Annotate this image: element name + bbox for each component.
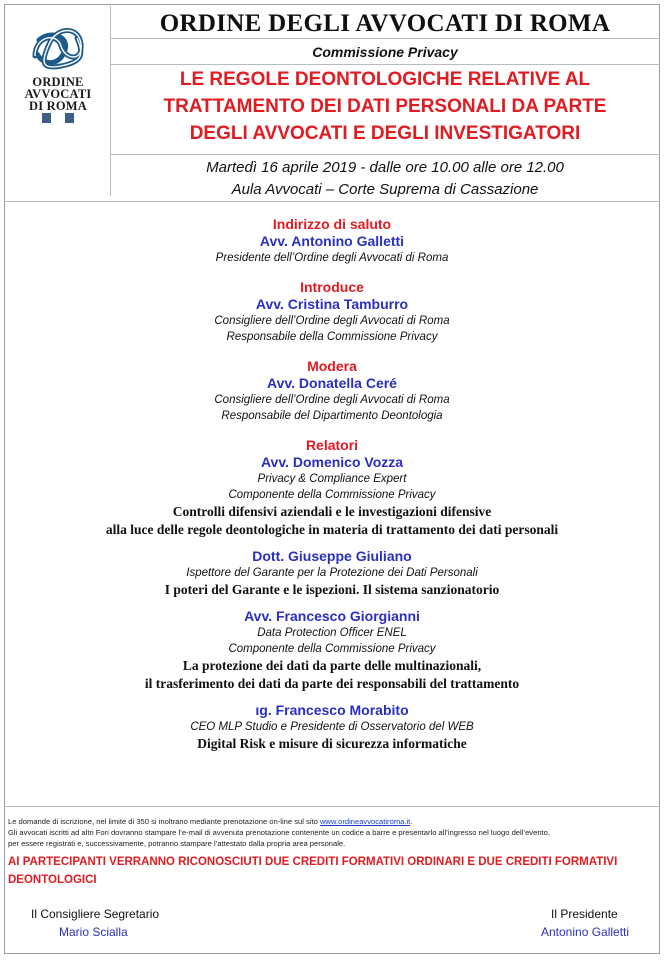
header-divider-2 [110,64,660,65]
speaker-talk: il trasferimento dei dati da parte dei responsabili del trattamento [144,676,520,691]
speaker-name: Avv. Domenico Vozza [260,454,404,470]
logo-line-1: ORDINE [32,75,84,89]
website-link[interactable]: www.ordineavvocatiroma.it [319,817,411,826]
greeting-desc: Presidente dell’Ordine degli Avvocati di Roma [215,252,449,264]
header-divider-3 [110,154,660,155]
speaker-desc: Componente della Commissione Privacy [228,489,436,501]
commission-name: Commissione Privacy [312,44,458,60]
speaker-name: Avv. Francesco Giorgianni [244,608,420,624]
speakers-role: Relatori [305,437,359,453]
registration-note-1 [8,816,658,827]
speaker-desc: Componente della Commissione Privacy [228,643,436,655]
speaker-talk: Controlli difensivi aziendali e le investigazioni difensive [172,504,492,519]
event-title-line: LE REGOLE DEONTOLOGICHE RELATIVE AL [179,69,591,90]
event-place: Aula Avvocati – Corte Suprema di Cassazione [231,181,539,198]
president-name: Antonino Galletti [541,925,630,939]
speaker-name: ıg. Francesco Morabito [255,702,409,718]
secretary-name: Mario Scialla [59,925,128,939]
event-title-line: DEGLI AVVOCATI E DEGLI INVESTIGATORI [189,123,581,144]
footer-divider [4,806,660,807]
moderator-name: Avv. Donatella Ceré [267,375,397,391]
event-title-line: TRATTAMENTO DEI DATI PERSONALI DA PARTE [163,96,607,117]
header-bottom-divider [4,201,660,202]
moderator-desc: Responsabile del Dipartimento Deontologia [221,410,443,422]
org-title: ORDINE DEGLI AVVOCATI DI ROMA [159,10,611,37]
speaker [4,548,660,599]
intro-role: Introduce [300,279,364,295]
note-text: . [410,817,413,826]
speaker-talk: La protezione dei dati da parte delle multinazionali, [182,658,482,673]
logo-line-2: AVVOCATI [24,87,92,101]
logo-text [16,76,100,112]
greeting-name: Avv. Antonino Galletti [259,233,405,249]
moderator-desc: Consigliere dell’Ordine degli Avvocati di Roma [214,394,450,406]
intro-desc: Consigliere dell’Ordine degli Avvocati di Roma [214,315,450,327]
knot-emblem-icon [27,26,89,72]
intro-name: Avv. Cristina Tamburro [255,296,409,312]
speaker [4,702,660,753]
logo-pedestal-icon [38,112,78,124]
greeting-role: Indirizzo di saluto [272,216,392,232]
secretary-title: Il Consigliere Segretario [31,907,160,921]
intro-desc: Responsabile della Commissione Privacy [226,331,438,343]
speaker-talk: I poteri del Garante e le ispezioni. Il sistema sanzionatorio [164,582,500,597]
speaker-talk: alla luce delle regole deontologiche in materia di trattamento dei dati personali [105,522,559,537]
speaker [4,608,660,693]
speaker-name: Dott. Giuseppe Giuliano [252,548,412,564]
speaker-desc: Data Protection Officer ENEL [257,627,407,639]
speaker-desc: Ispettore del Garante per la Protezione dei Dati Personali [186,567,478,579]
speaker-talk: Digital Risk e misure di sicurezza informatiche [197,736,467,751]
president-title: Il Presidente [551,907,618,921]
program [4,216,660,753]
order-logo [16,26,100,124]
header-divider-1 [110,38,660,39]
event-date: Martedì 16 aprile 2019 - dalle ore 10.00 alle ore 12.00 [206,159,564,176]
registration-notes [8,816,658,849]
speaker [4,454,660,539]
moderator-role: Modera [307,358,357,374]
registration-note-3: per essere registrati e, successivamente, potranno stampare l’attestato dalla propria area personale. [8,839,346,848]
credits-notice: AI PARTECIPANTI VERRANNO RICONOSCIUTI DUE CREDITI FORMATIVI ORDINARI E DUE CREDITI FORMATIVI DEONTOLOGICI [8,856,618,886]
registration-note-2: Gli avvocati iscritti ad altri Fori dovranno stampare l’e-mail di avvenuta prenotazione contenente un codice a barre e presentarlo all’ingresso nel luogo dell’evento, [8,828,550,837]
speaker-desc: Privacy & Compliance Expert [257,473,407,485]
speaker-desc: CEO MLP Studio e Presidente di Osservatorio del WEB [190,721,474,733]
note-text: Le domande di iscrizione, nel limite di 350 si inoltrano mediante prenotazione on-line sul sito [8,817,320,826]
logo-line-3: DI ROMA [29,99,87,113]
event-title [110,66,660,147]
event-datetime [110,157,660,201]
